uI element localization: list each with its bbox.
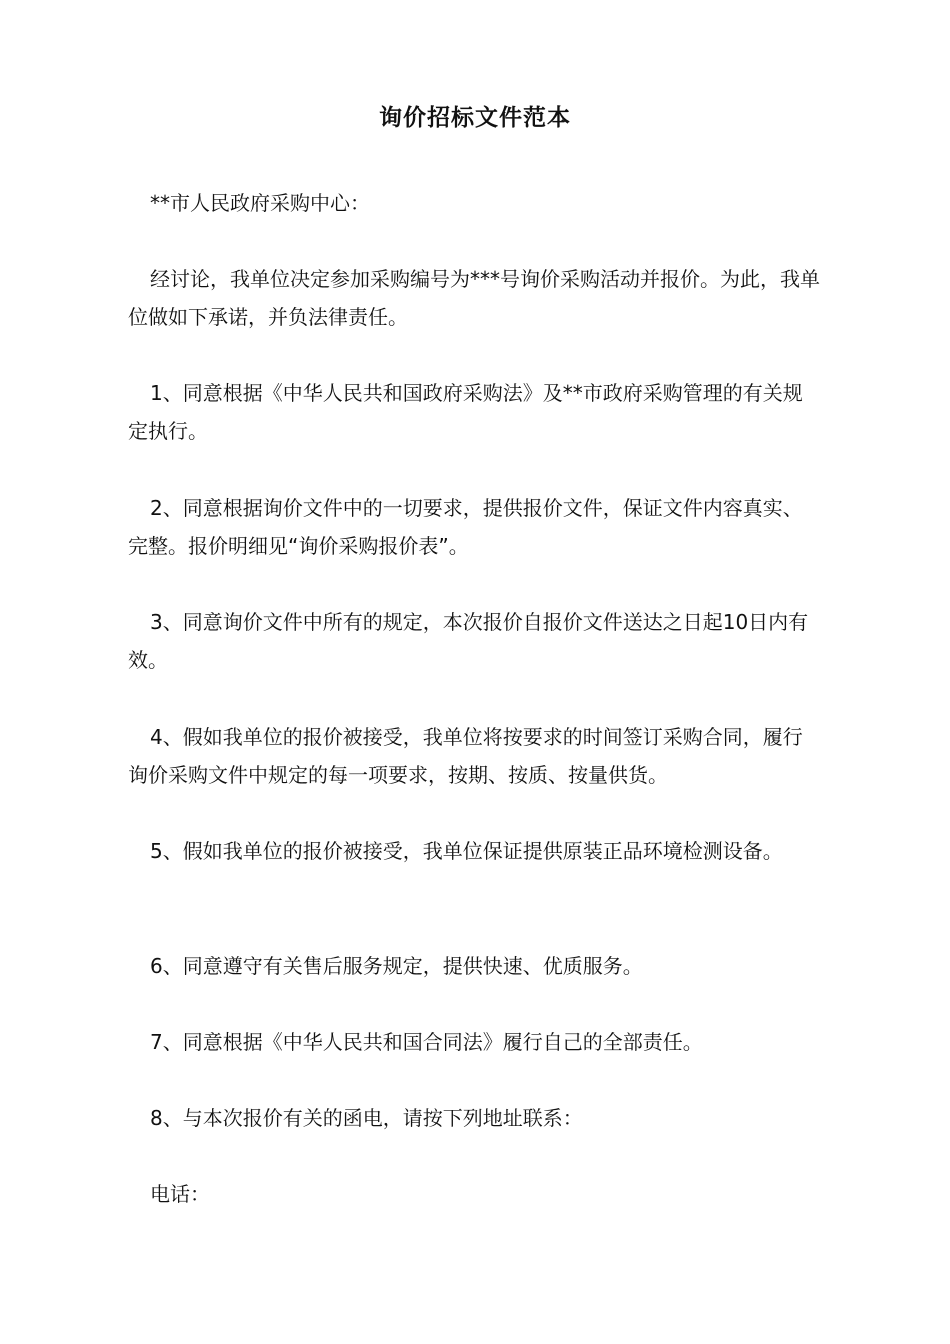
commitment-item-2: 2、同意根据询价文件中的一切要求，提供报价文件，保证文件内容真实、完整。报价明细见“询价采购报价表”。 — [128, 496, 803, 558]
intro-paragraph: 经讨论，我单位决定参加采购编号为***号询价采购活动并报价。为此，我单位做如下承诺，并负法律责任。 — [128, 267, 820, 329]
commitment-item-6: 6、同意遵守有关售后服务规定，提供快速、优质服务。 — [150, 954, 643, 978]
commitment-item-3: 3、同意询价文件中所有的规定，本次报价自报价文件送达之日起10日内有效。 — [128, 610, 809, 672]
phone-label: 电话： — [150, 1182, 210, 1206]
document-title: 询价招标文件范本 — [379, 105, 571, 131]
commitment-item-8: 8、与本次报价有关的函电，请按下列地址联系： — [150, 1106, 583, 1130]
commitment-item-7: 7、同意根据《中华人民共和国合同法》履行自己的全部责任。 — [150, 1030, 703, 1054]
addressee-line: **市人民政府采购中心： — [150, 191, 370, 215]
commitment-item-5: 5、假如我单位的报价被接受，我单位保证提供原装正品环境检测设备。 — [150, 839, 783, 863]
commitment-item-1: 1、同意根据《中华人民共和国政府采购法》及**市政府采购管理的有关规定执行。 — [128, 381, 803, 443]
commitment-item-4: 4、假如我单位的报价被接受，我单位将按要求的时间签订采购合同，履行询价采购文件中规定的每一项要求，按期、按质、按量供货。 — [128, 725, 803, 787]
